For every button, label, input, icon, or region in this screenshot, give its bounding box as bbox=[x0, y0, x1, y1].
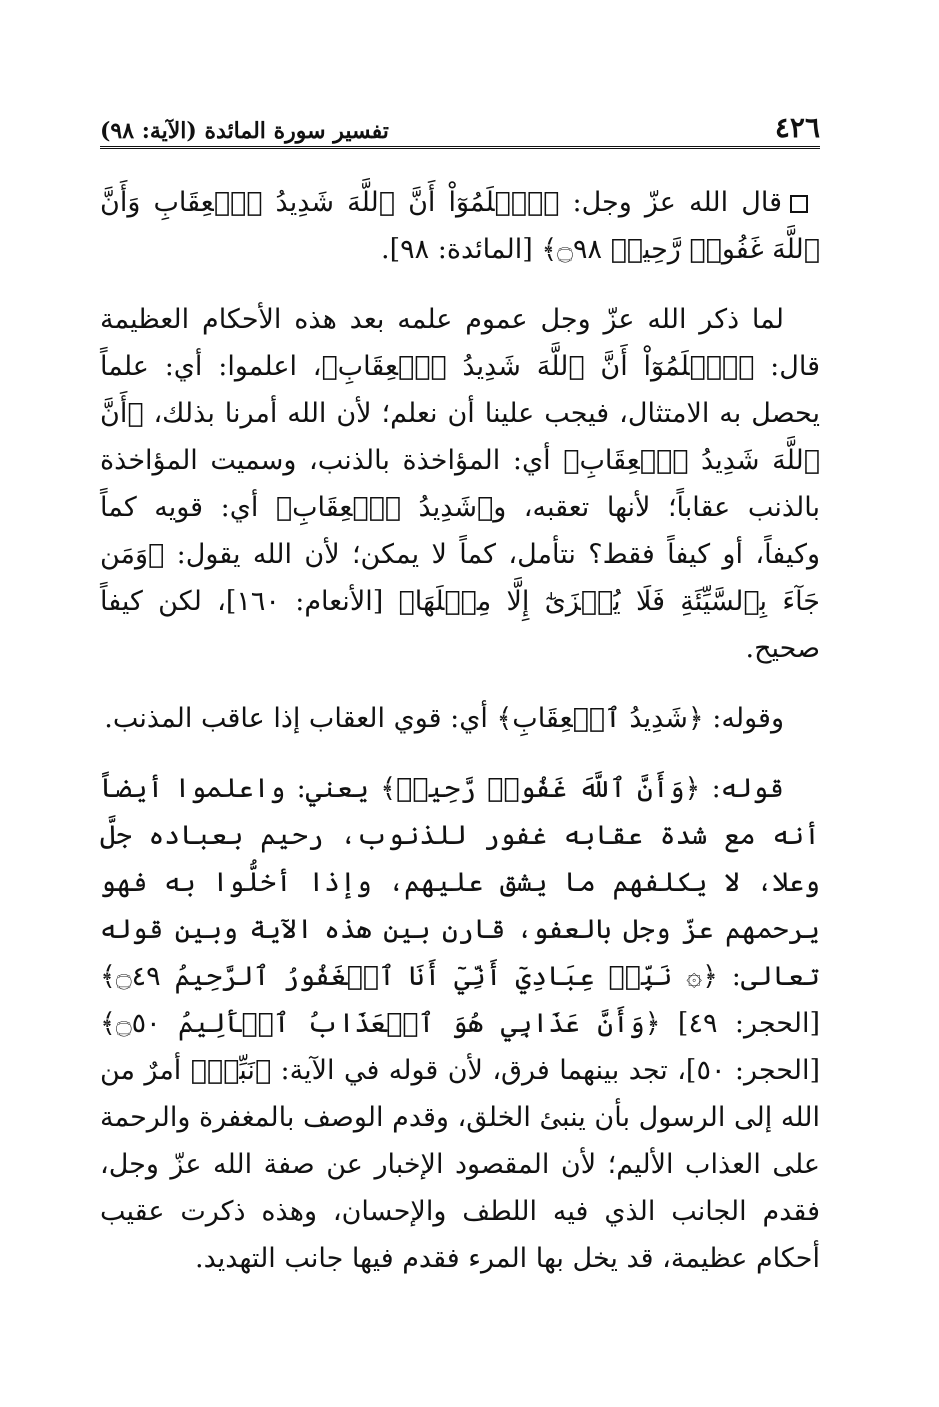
paragraph-text: قوله: ﴿وَأَنَّ ٱللَّهَ غَفُورٞ رَّحِيمٞ﴾ يعني: واعلموا أيضاً أنه مع شدة عقابه غفور للذنوب، رحيم بعباده جلَّ وعلا، لا يكلفهم ما يشق عليهم، وإذا أخلُّوا به فهو يرحمهم عزّ وجل بالعفو، قارن بين هذه الآية وبين قوله تعالى: ﴿۞ نَبِّئۡ عِبَادِيٓ أَنِّيٓ أَنَا ٱلۡغَفُورُ ٱلرَّحِيمُ ۝٤٩﴾ [الحجر: ٤٩] ﴿وَأَنَّ عَذَابِي هُوَ ٱلۡعَذَابُ ٱلۡأَلِيمُ ۝٥٠﴾ [الحجر: ٥٠]، تجد بينهما فرق، لأن قوله في الآية: ﴿نَبِّئۡ﴾ أمرٌ من الله إلى الرسول بأن ينبئ الخلق، وقدم الوصف بالمغفرة والرحمة على العذاب الأليم؛ لأن المقصود الإخبار عن صفة الله عزّ وجل، فقدم الجانب الذي فيه اللطف والإحسان، وهذه ذكرت عقيب أحكام عظيمة، قد يخل بها المرء فقدم فيها جانب التهديد. bbox=[100, 773, 820, 1274]
running-title: تفسير سورة المائدة (الآية: ٩٨) bbox=[100, 118, 389, 144]
page-header bbox=[100, 96, 820, 149]
paragraph-text: قال الله عزّ وجل: ﴿ٱعۡلَمُوٓاْ أَنَّ ٱللَّهَ شَدِيدُ ٱلۡعِقَابِ وَأَنَّ ٱللَّهَ غَفُورٞ رَّحِيمٞ ۝٩٨﴾ [المائدة: ٩٨]. bbox=[100, 187, 820, 265]
verse-intro-paragraph bbox=[100, 179, 820, 273]
explanation-paragraph bbox=[100, 765, 820, 1282]
page-content bbox=[100, 179, 820, 1282]
book-page bbox=[100, 96, 820, 1305]
page-number: ٤٢٦ bbox=[774, 111, 820, 144]
explanation-paragraph bbox=[100, 695, 820, 742]
square-bullet-icon bbox=[790, 195, 808, 213]
explanation-paragraph bbox=[100, 296, 820, 672]
paragraph-text: وقوله: ﴿شَدِيدُ ٱلۡعِقَابِ﴾ أي: قوي العقاب إذا عاقب المذنب. bbox=[104, 703, 784, 734]
paragraph-text: لما ذكر الله عزّ وجل عموم علمه بعد هذه الأحكام العظيمة قال: ﴿ٱعۡلَمُوٓاْ أَنَّ ٱللَّهَ شَدِيدُ ٱلۡعِقَابِ﴾، اعلموا: أي: علماً يحصل به الامتثال، فيجب علينا أن نعلم؛ لأن الله أمرنا بذلك، ﴿أَنَّ ٱللَّهَ شَدِيدُ ٱلۡعِقَابِ﴾ أي: المؤاخذة بالذنب، وسميت المؤاخذة بالذنب عقاباً؛ لأنها تعقبه، و﴿شَدِيدُ ٱلۡعِقَابِ﴾ أي: قويه كماً وكيفاً، أو كيفاً فقط؟ نتأمل، كماً لا يمكن؛ لأن الله يقول: ﴿وَمَن جَآءَ بِٱلسَّيِّئَةِ فَلَا يُجۡزَىٰٓ إِلَّا مِثۡلَهَا﴾ [الأنعام: ١٦٠]، لكن كيفاً صحيح. bbox=[100, 304, 820, 664]
